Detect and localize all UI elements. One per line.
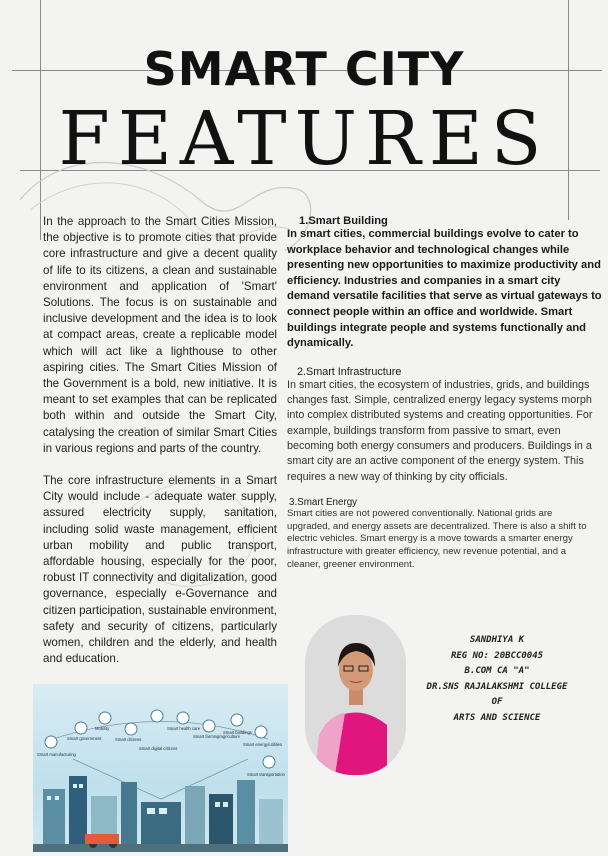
section-smart-energy-heading: 3.Smart Energy [289, 496, 358, 508]
author-photo [305, 615, 406, 775]
author-info [412, 633, 582, 726]
city-skyline-graphic [33, 684, 288, 852]
label-smart-government: Smart government [67, 736, 102, 741]
section-smart-building-body: In smart cities, commercial buildings evolve to cater to workplace behavior and technological changes while presenting new opportunities to maximize productivity and efficiency. Industries and companies in a smart city demand versatile facilities that serve as virtual gateways to connect people within an office and worldwide. Smart buildings integrate people and systems functionally and dynamically. [287, 228, 602, 350]
label-smart-citizens: Smart citizens [115, 737, 142, 742]
label-smart-transportation: Smart transportation [247, 772, 285, 777]
label-mobility: Mobility [95, 726, 110, 731]
author-reg: REG NO: 20BCC0045 [450, 650, 544, 661]
author-name: SANDHIYA K [469, 635, 525, 645]
left-column [43, 214, 277, 683]
label-smart-buildings: Smart buildings [223, 730, 252, 735]
portrait-graphic [305, 615, 406, 775]
section-smart-energy-body: Smart cities are not powered conventionally. National grids are upgraded, and energy assets are decentralized. There is also a shift to electric vehicles. Smart energy is a move towards a smarter energy infrastructure with greater efficiency, new revenue potential, and a cleaner, greener environment. [287, 507, 587, 571]
title-features: FEATURES [58, 96, 550, 182]
core-infrastructure-paragraph: The core infrastructure elements in a Smart City would include - adequate water supply, assured electricity supply, sanitation, including solid waste management, efficient urban mobility and public transport, affordable housing, especially for the poor, robust IT connectivity and digitalization, good governance, especially e-Governance and citizen participation, sustainable environment, safety and security of citizens, particularly women, children and the elderly, and health and education. [43, 474, 277, 666]
author-course: B.COM CA "A" [464, 666, 530, 676]
right-column [287, 215, 605, 572]
label-smart-health-care: Smart health care [167, 726, 201, 731]
label-smart-energy: Smart energy/utilities [243, 742, 283, 747]
author-of: OF [491, 697, 503, 707]
section-smart-infrastructure-body: In smart cities, the ecosystem of industries, grids, and buildings changes fast. Simple, centralized energy legacy systems morph into complex distributed systems and creating opportunities. For example, buildings transform from passive to smart, even becoming both energy consumers and producers. Buildings in a smart city are an active component of the energy system. This requires a new way of thinking by city officials. [287, 378, 593, 483]
section-smart-infrastructure-heading: 2.Smart Infrastructure [297, 365, 402, 378]
smart-city-illustration [33, 684, 288, 852]
author-dept: ARTS AND SCIENCE [453, 712, 541, 723]
label-smart-farming: Smart farming/agriculture [193, 734, 241, 739]
label-smart-manufacturing: Smart manufacturing [37, 752, 76, 757]
section-smart-building-heading: 1.Smart Building [299, 215, 388, 227]
label-smart-digital-citizens: Smart digital citizens [139, 746, 178, 751]
title-smart-city: SMART CITY [143, 42, 465, 96]
intro-paragraph: In the approach to the Smart Cities Mission, the objective is to promote cities that provide core infrastructure and give a decent quality of life to its citizens, a clean and sustainable environment and application of 'Smart' Solutions. The focus is on sustainable and inclusive development and the idea is to look at compact areas, create a replicable model which will act like a lighthouse to other aspiring cities. The Smart Cities Mission of the Government is a bold, new initiative. It is meant to set examples that can be replicated both within and outside the Smart City, catalysing the creation of similar Smart Cities in various regions and parts of the country. [43, 215, 277, 455]
author-college: DR.SNS RAJALAKSHMI COLLEGE [426, 681, 568, 692]
